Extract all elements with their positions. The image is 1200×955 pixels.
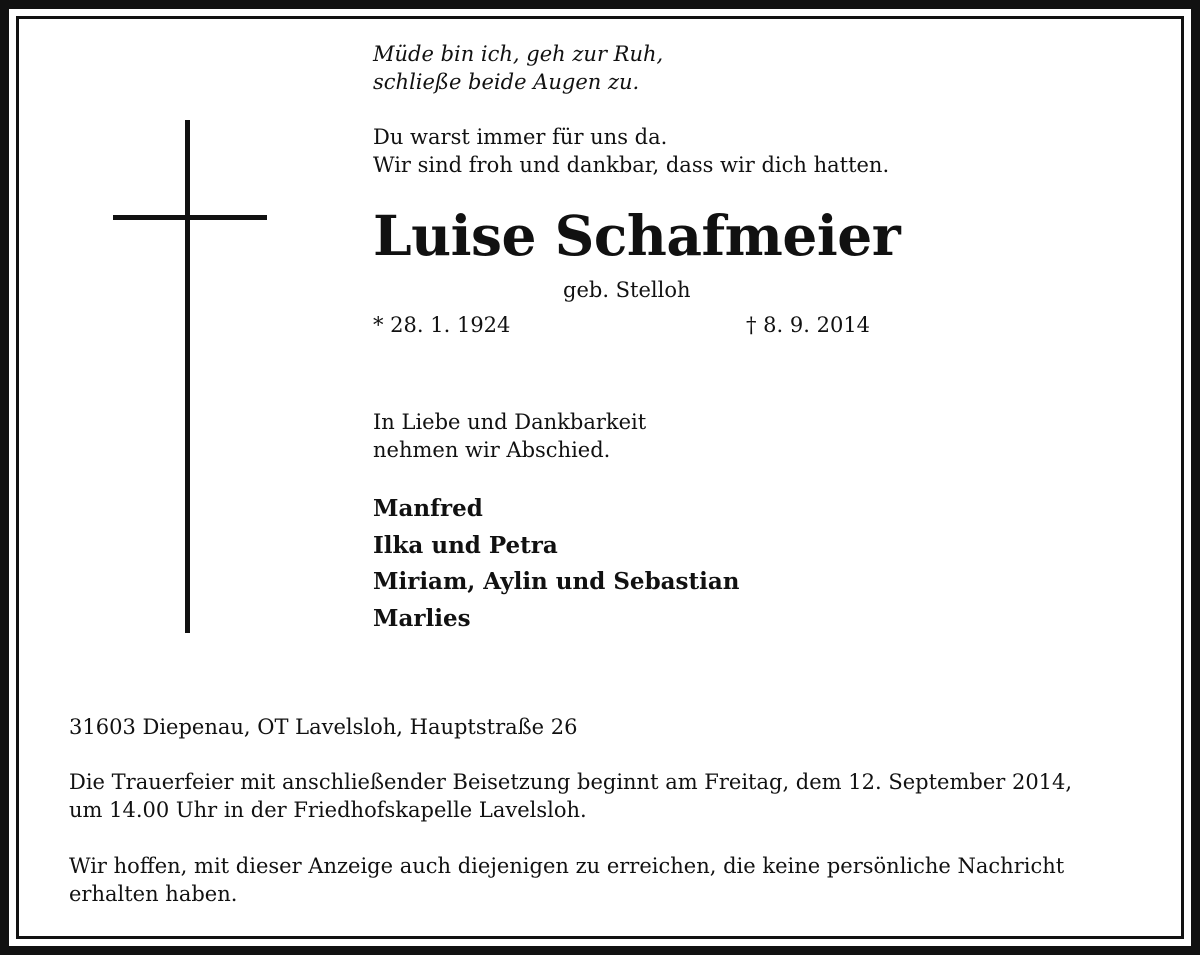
service-line-2: um 14.00 Uhr in der Friedhofskapelle Lavelsloh. bbox=[69, 798, 587, 822]
notice-line-1: Wir hoffen, mit dieser Anzeige auch diejenigen zu erreichen, die keine persönliche Nachricht bbox=[69, 854, 1065, 878]
dedication-line-1: Du warst immer für uns da. bbox=[373, 125, 668, 149]
farewell-line-2: nehmen wir Abschied. bbox=[373, 438, 611, 462]
farewell-line-1: In Liebe und Dankbarkeit bbox=[373, 410, 647, 434]
maiden-name: geb. Stelloh bbox=[563, 278, 691, 302]
verse-line-1: Müde bin ich, geh zur Ruh, bbox=[373, 42, 664, 66]
mourner-name: Miriam, Aylin und Sebastian bbox=[373, 568, 740, 595]
cross-horizontal-bar bbox=[113, 215, 267, 220]
mourner-name: Marlies bbox=[373, 605, 471, 632]
service-line-1: Die Trauerfeier mit anschließender Beisetzung beginnt am Freitag, dem 12. September 2014, bbox=[69, 770, 1073, 794]
address: 31603 Diepenau, OT Lavelsloh, Hauptstraße 26 bbox=[69, 715, 578, 739]
verse-line-2: schließe beide Augen zu. bbox=[373, 70, 640, 94]
cross-vertical-bar bbox=[185, 120, 190, 633]
birth-date: * 28. 1. 1924 bbox=[373, 313, 511, 337]
mourner-name: Manfred bbox=[373, 495, 483, 522]
deceased-name: Luise Schafmeier bbox=[373, 203, 901, 268]
dedication-line-2: Wir sind froh und dankbar, dass wir dich hatten. bbox=[373, 153, 890, 177]
notice-line-2: erhalten haben. bbox=[69, 882, 238, 906]
death-date: † 8. 9. 2014 bbox=[746, 313, 871, 337]
mourner-name: Ilka und Petra bbox=[373, 532, 558, 559]
